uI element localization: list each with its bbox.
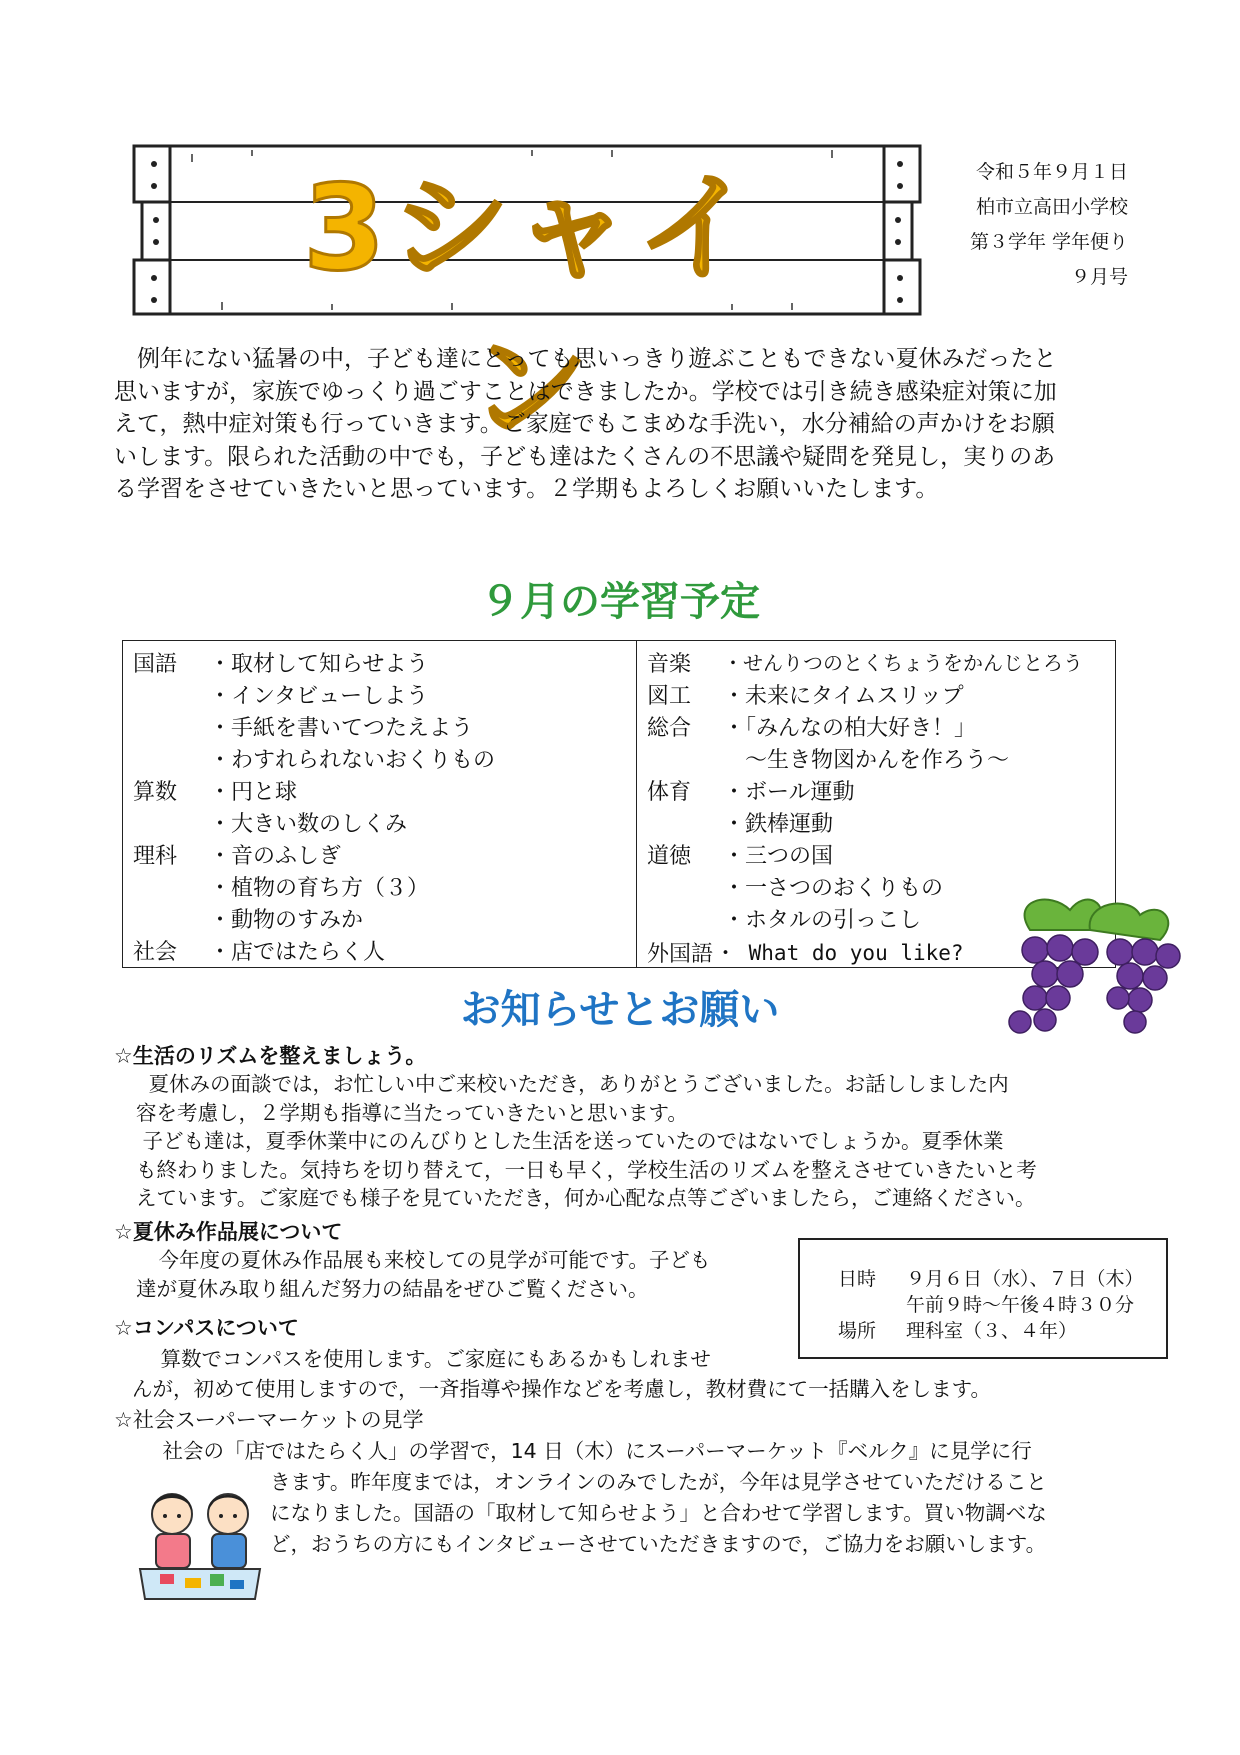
intro-line: いします。限られた活動の中でも，子ども達はたくさんの不思議や疑問を発見し，実りのあ — [114, 443, 1056, 470]
subject-label: 外国語 — [647, 942, 714, 967]
schedule-title: ９月の学習予定 — [480, 579, 760, 625]
exhibit-body — [114, 1246, 794, 1304]
schedule-item: ・わすれられないおくりもの — [209, 748, 496, 773]
rhythm-heading: ☆生活のリズムを整えましょう。 — [114, 1044, 427, 1068]
intro-line: 思いますが，家族でゆっくり過ごすことはできましたか。学校では引き続き感染症対策に加 — [114, 378, 1057, 405]
issue-month: ９月号 — [1070, 266, 1128, 288]
exhibit-info-box — [798, 1238, 1168, 1359]
subject-label: 音楽 — [647, 652, 692, 677]
schedule-item: ・ホタルの引っこし — [723, 908, 922, 933]
subject-label: 図工 — [647, 684, 692, 709]
grape-icon — [990, 890, 1190, 1050]
subject-label: 体育 — [647, 780, 692, 805]
schedule-item: ・手紙を書いてつたえよう — [209, 716, 474, 741]
header-meta — [935, 155, 1128, 295]
grade-letter: 第３学年 学年便り — [969, 231, 1128, 253]
compass-heading: ☆コンパスについて — [114, 1316, 299, 1340]
schedule-item: ・円と球 — [209, 780, 298, 805]
intro-paragraph — [114, 343, 1124, 506]
intro-line: えて，熱中症対策も行っていきます。ご家庭でもこまめな手洗い，水分補給の声かけをお願 — [114, 411, 1055, 437]
rhythm-body — [114, 1070, 1134, 1213]
subject-label: 国語 — [133, 652, 178, 677]
schedule-item: ・せんりつのとくちょうをかんじとろう — [723, 651, 1083, 675]
supermarket-line: になりました。国語の「取材して知らせよう」と合わせて学習します。買い物調べな — [270, 1501, 1047, 1525]
issue-date: 令和５年９月１日 — [975, 161, 1128, 183]
schedule-item: ・店ではたらく人 — [209, 940, 386, 965]
compass-body — [114, 1344, 1134, 1404]
place-label: 場所 — [838, 1320, 877, 1342]
time-value: 午前９時～午後４時３０分 — [906, 1294, 1135, 1316]
schedule-item: ・鉄棒運動 — [723, 812, 834, 837]
compass-line: 算数でコンパスを使用します。ご家庭にもあるかもしれませ — [140, 1347, 711, 1371]
schedule-item: ・三つの国 — [723, 844, 834, 869]
exhibit-line: 達が夏休み取り組んだ努力の結晶をぜひご覧ください。 — [136, 1277, 649, 1301]
intro-line: 例年にない猛暑の中，子ども達にとっても思いっきり遊ぶこともできない夏休みだったと — [114, 346, 1057, 372]
schedule-item: ・「みんなの柏大好き！」 — [723, 716, 977, 741]
school-name: 柏市立高田小学校 — [975, 196, 1128, 218]
subject-label: 総合 — [647, 716, 692, 741]
date-value: ９月６日（水）、７日（木） — [906, 1268, 1144, 1290]
children-shopping-icon — [130, 1474, 270, 1604]
intro-line: る学習をさせていきたいと思っています。２学期もよろしくお願いいたします。 — [114, 476, 939, 502]
schedule-item: ・未来にタイムスリップ — [723, 684, 964, 709]
rhythm-line: 夏休みの面談では，お忙しい中ご来校いただき，ありがとうございました。お話ししました内 — [128, 1072, 1009, 1096]
exhibit-line: 今年度の夏休み作品展も来校しての見学が可能です。子ども — [138, 1248, 711, 1272]
rhythm-line: えています。ご家庭でも様子を見ていただき，何か心配な点等ございましたら，ご連絡ください。 — [136, 1186, 1036, 1210]
page-title: 3シャイン — [303, 159, 761, 457]
schedule-item: ・植物の育ち方（３） — [209, 876, 430, 901]
supermarket-heading: ☆社会スーパーマーケットの見学 — [114, 1408, 424, 1432]
children-illustration — [130, 1474, 270, 1604]
rhythm-line: 容を考慮し，２学期も指導に当たっていきたいと思います。 — [136, 1100, 688, 1125]
supermarket-line: ど，おうちの方にもインタビューさせていただきますので，ご協力をお願いします。 — [270, 1532, 1047, 1556]
subject-label: 算数 — [133, 780, 178, 805]
schedule-item: ・大きい数のしくみ — [209, 812, 408, 837]
rhythm-line: 子ども達は，夏季休業中にのんびりとした生活を送っていたのではないでしょうか。夏季休業 — [122, 1129, 1004, 1153]
subject-label: 道徳 — [647, 844, 692, 869]
schedule-item: ・取材して知らせよう — [209, 652, 429, 677]
supermarket-line: 社会の「店ではたらく人」の学習で，14 日（木）にスーパーマーケット『ベルク』に見学に行 — [142, 1439, 1032, 1463]
subject-label: 社会 — [133, 940, 178, 965]
notices-title: お知らせとお願い — [460, 987, 780, 1033]
schedule-item: ・一さつのおくりもの — [723, 876, 944, 901]
table-divider — [636, 641, 637, 967]
compass-line: んが，初めて使用しますので，一斉指導や操作などを考慮し，教材費にて一括購入をします。 — [132, 1377, 991, 1401]
schedule-item: ・インタビューしよう — [209, 684, 429, 709]
schedule-item: ・動物のすみか — [209, 908, 364, 933]
schedule-item: ・ボール運動 — [723, 780, 855, 805]
place-value: 理科室（３、４年） — [906, 1320, 1078, 1342]
schedule-item: ・音のふしぎ — [209, 844, 342, 869]
exhibit-heading: ☆夏休み作品展について — [114, 1220, 343, 1244]
date-label: 日時 — [838, 1268, 877, 1290]
subject-label: 理科 — [133, 844, 178, 869]
supermarket-line: きます。昨年度までは，オンラインのみでしたが，今年は見学させていただけること — [270, 1470, 1047, 1494]
rhythm-line: も終わりました。気持ちを切り替えて，一日も早く，学校生活のリズムを整えさせていきたいと考 — [136, 1157, 1037, 1182]
schedule-item: ・ What do you like? — [715, 941, 964, 965]
grape-illustration — [990, 890, 1190, 1050]
schedule-table — [122, 640, 1116, 968]
schedule-item: ～生き物図かんを作ろう～ — [745, 748, 1010, 773]
